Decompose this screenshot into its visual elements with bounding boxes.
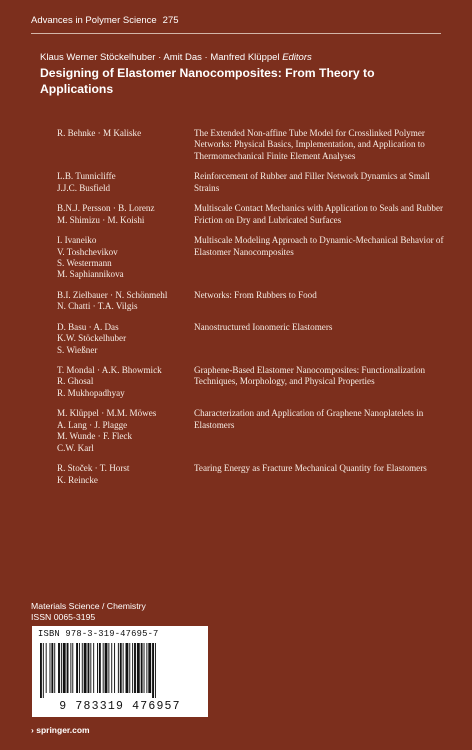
editors-role: Editors [282, 52, 312, 63]
isbn-text: ISBN 978-3-319-47695-7 [38, 629, 159, 639]
barcode-box [32, 626, 208, 717]
publisher-url-text: springer.com [36, 725, 90, 735]
chapter-author-line: K.W. Stöckelhuber [57, 333, 127, 344]
barcode-bar [105, 643, 108, 693]
chapter-entry [57, 365, 457, 399]
chapter-entry [57, 408, 457, 454]
chapter-title: Tearing Energy as Fracture Mechanical Quantity for Elastomers [194, 463, 427, 474]
editors-names: Klaus Werner Stöckelhuber · Amit Das · Manfred Klüppel [40, 52, 280, 63]
subject: Materials Science / Chemistry [31, 601, 146, 611]
barcode-bar [79, 643, 80, 693]
barcode-bar [108, 643, 109, 693]
chapter-authors [57, 290, 194, 313]
barcode-bar [43, 643, 44, 698]
barcode-bar [99, 643, 101, 693]
chapter-authors [57, 235, 194, 281]
chapter-author-line: A. Lang · J. Plagge [57, 419, 128, 430]
chapter-entry [57, 128, 457, 162]
series-number: 275 [162, 15, 179, 26]
barcode-bar [46, 643, 47, 693]
chapter-author-line: S. Westermann [57, 257, 112, 268]
chapter-author-line: M. Wunde · F. Fleck [57, 431, 133, 442]
barcode-bar [137, 643, 140, 693]
barcode-bar [82, 643, 83, 693]
chapter-author-line: D. Basu · A. Das [57, 321, 119, 332]
subject-block [31, 601, 146, 623]
chapter-author-line: T. Mondal · A.K. Bhowmick [57, 365, 162, 376]
barcode-bar [97, 643, 98, 693]
chapter-author-line: R. Behnke · M Kaliske [57, 128, 142, 138]
arrow-icon: › [31, 725, 34, 735]
book-title: Designing of Elastomer Nanocomposites: From Theory to Applications [40, 66, 375, 96]
barcode-bar [146, 643, 147, 693]
chapter-authors [57, 128, 194, 162]
chapter-authors [57, 203, 194, 226]
chapter-title: Characterization and Application of Graphene Nanoplatelets in Elastomers [194, 408, 424, 430]
chapter-author-line: R. Mukhopadhyay [57, 387, 125, 398]
series-name: Advances in Polymer Science [31, 15, 157, 26]
barcode-bar [120, 643, 122, 693]
barcode-bar [134, 643, 136, 693]
barcode-bar [90, 643, 91, 693]
barcode-bar [126, 643, 129, 693]
barcode-bar [76, 643, 78, 693]
chapter-author-line: M. Shimizu · M. Koishi [57, 214, 145, 225]
chapter-list [57, 128, 457, 486]
chapter-title: Multiscale Contact Mechanics with Application to Seals and Rubber Friction on Dry and Lubricated Surfaces [194, 203, 444, 225]
barcode-bar [123, 643, 124, 693]
series-line [31, 15, 179, 26]
barcode-bar [61, 643, 62, 693]
chapter-title: Multiscale Modeling Approach to Dynamic-Mechanical Behavior of Elastomer Nanocomposites [194, 235, 444, 257]
barcode-bar [58, 643, 60, 693]
barcode-bar [67, 643, 69, 693]
barcode-bar [152, 643, 154, 698]
barcode-bar [144, 643, 145, 693]
chapter-author-line: N. Chatti · T.A. Vilgis [57, 301, 138, 312]
barcode-bar [40, 643, 42, 698]
chapter-author-line: I. Ivaneiko [57, 235, 97, 246]
chapter-author-line: K. Reincke [57, 474, 98, 485]
barcode-bar [141, 643, 143, 693]
editors-line [40, 52, 312, 63]
chapter-author-line: L.B. Tunnicliffe [57, 171, 116, 182]
barcode-bar [118, 643, 119, 693]
chapter-author-line: M. Klüppel · M.M. Möwes [57, 408, 157, 419]
barcode-bar [129, 643, 130, 693]
publisher-url [31, 725, 90, 735]
chapter-author-line: J.J.C. Busfield [57, 182, 111, 193]
barcode-bar [54, 643, 55, 693]
issn: ISSN 0065-3195 [31, 612, 96, 622]
barcode-digits: 9 783319 476957 [59, 700, 181, 713]
chapter-author-line: M. Saphiannikova [57, 269, 124, 280]
chapter-title: Networks: From Rubbers to Food [194, 289, 317, 300]
chapter-author-line: R. Stoček · T. Horst [57, 463, 130, 474]
chapter-author-line: R. Ghosal [57, 376, 94, 387]
barcode-bar [148, 643, 151, 693]
barcode-bar [111, 643, 112, 693]
barcode-bar [84, 643, 87, 693]
chapter-author-line: S. Wießner [57, 344, 98, 355]
chapter-entry [57, 290, 457, 313]
chapter-authors [57, 322, 194, 356]
chapter-entry [57, 235, 457, 281]
chapter-entry [57, 322, 457, 356]
chapter-authors [57, 463, 194, 486]
barcode-bar [72, 643, 73, 693]
chapter-author-line: B.N.J. Persson · B. Lorenz [57, 203, 155, 214]
chapter-entry [57, 171, 457, 194]
barcode-bar [93, 643, 94, 693]
barcode-bars [40, 643, 200, 698]
barcode-bar [155, 643, 156, 698]
chapter-author-line: C.W. Karl [57, 442, 94, 453]
barcode-bar [63, 643, 66, 693]
chapter-title: Reinforcement of Rubber and Filler Network Dynamics at Small Strains [194, 171, 430, 193]
barcode-bar [114, 643, 115, 693]
barcode-bar [50, 643, 51, 693]
barcode-bar [132, 643, 133, 693]
header-divider [31, 33, 441, 34]
chapter-title: Graphene-Based Elastomer Nanocomposites: Functionalization Techniques, Morphology, and Physical Properties [194, 365, 426, 387]
chapter-authors [57, 365, 194, 399]
chapter-title: The Extended Non-affine Tube Model for Crosslinked Polymer Networks: Physical Basics, Implementation, and Application to Thermomechanical Finite Element Analyses [194, 128, 425, 161]
chapter-author-line: B.I. Zielbauer · N. Schönmehl [57, 289, 168, 300]
barcode-bar [88, 643, 90, 693]
chapter-entry [57, 203, 457, 226]
chapter-entry [57, 463, 457, 486]
barcode-bar [103, 643, 104, 693]
chapter-title: Nanostructured Ionomeric Elastomers [194, 321, 333, 332]
chapter-author-line: V. Toshchevikov [57, 246, 118, 257]
barcode-bar [51, 643, 53, 693]
chapter-authors [57, 171, 194, 194]
barcode-bar [70, 643, 71, 693]
chapter-authors [57, 408, 194, 454]
